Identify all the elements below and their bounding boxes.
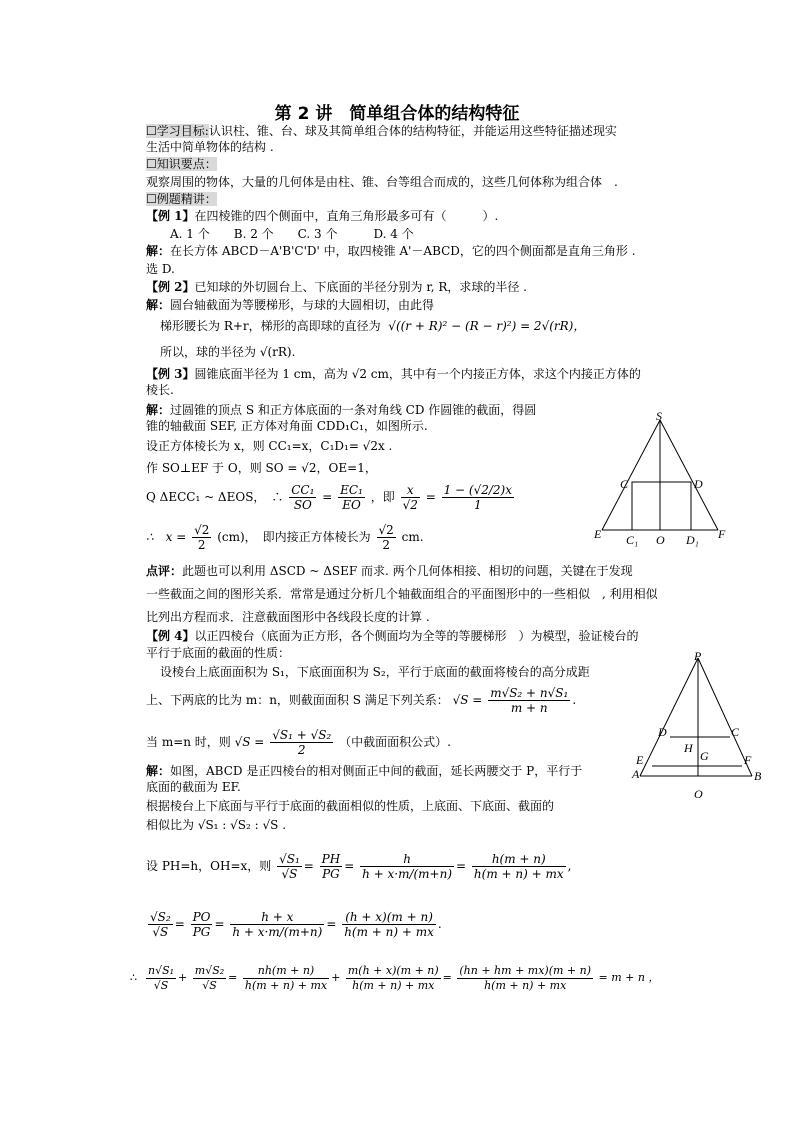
example-3-edge: 设正方体棱长为 x，则 CC₁=x，C₁D₁= √2x . [146, 439, 393, 453]
label-d1: D₁ [686, 533, 699, 547]
example-1-options: A. 1 个 B. 2 个 C. 3 个 D. 4 个 [170, 227, 414, 241]
frustum-figure [630, 650, 770, 805]
example-1-answer: 选 D. [146, 262, 175, 276]
cone-edge-se [602, 420, 660, 530]
example-4-similarity: 根据棱台上下底面与平行于底面的截面相似的性质，上底面、下底面、截面的 [146, 799, 555, 813]
label-c: C [731, 725, 740, 739]
example-4-solution: 解：如图，ABCD 是正四棱台的相对侧面正中间的截面，延长两腰交于 P，平行于 [146, 764, 583, 778]
example-4-question-cont: 平行于底面的截面的性质： [146, 646, 291, 660]
example-1-solution: 解：在长方体 ABCD－A'B'C'D' 中，取四棱锥 A'－ABCD，它的四个侧面都是直角三角形 . [146, 244, 636, 258]
example-4-section-ef: 底面的截面为 EF. [146, 780, 241, 794]
example-4-ratio: 相似比为 √S₁ : √S₂ : √S . [146, 818, 287, 832]
example-3-height: 作 SO⊥EF 于 O，则 SO = √2，OE=1， [146, 461, 377, 475]
label-o: O [656, 533, 665, 547]
label-e: E [594, 527, 602, 541]
learning-goal-line [146, 123, 617, 139]
label-f: F [718, 527, 726, 541]
label-b: B [754, 769, 762, 783]
learning-goal-label: ☐学习目标: [146, 124, 209, 138]
cone-edge-sf [660, 420, 718, 530]
label-c1: C₁ [626, 533, 639, 547]
example-3-similarity: Q ΔECC₁ ~ ΔEOS， ∴ $\frac{\text{CC₁}}{SO}$ = $\frac{\text{EC₁}}{EO}$ ，即 $\frac{x}{√2}$ = $\frac{1 - (√2/2)x}{1}$ [146, 483, 513, 512]
label-h: H [684, 741, 693, 755]
example-2-radius: 所以，球的半径为 √(rR). [160, 345, 296, 359]
label-s: S [656, 410, 662, 423]
label-p: P [694, 650, 702, 663]
example-4-equation-1: 设 PH=h，OH=x，则 $\frac{\text{√S₁}}{√S}$ = $\frac{PH}{PG}$ = $\frac{h}{h + x\cdot m/(m+n)}$ = $\frac{h(m + n)}{h(m + n) + mx}$ , [146, 852, 572, 881]
example-3-solution: 解：过圆锥的顶点 S 和正方体底面的一条对角线 CD 作圆锥的截面，得圆 [146, 403, 537, 417]
label-d: D [658, 725, 667, 739]
knowledge-text: 观察周围的物体，大量的几何体是由柱、锥、台等组合而成的，这些几何体称为组合体 . [146, 175, 618, 189]
example-3-section: 锥的轴截面 SEF, 正方体对角面 CDD₁C₁，如图所示. [146, 419, 428, 433]
frustum-edge-pa [640, 658, 698, 776]
page-title: 第 2 讲 简单组合体的结构特征 [274, 104, 520, 124]
label-g: G [700, 749, 709, 763]
label-c: C [620, 477, 629, 491]
example-3-question: 【例 3】圆锥底面半径为 1 cm，高为 √2 cm，其中有一个内接正方体，求这个内接正方体的 [146, 367, 641, 381]
learning-goal-text-cont: 生活中简单物体的结构 . [146, 140, 274, 154]
label-e: E [636, 753, 644, 767]
label-d: D [694, 477, 703, 491]
cube-section-rect [632, 482, 691, 530]
example-2-solution: 解：圆台轴截面为等腰梯形，与球的大圆相切，由此得 [146, 298, 435, 312]
cone-cube-figure [590, 410, 740, 550]
example-2-leg-length: 梯形腰长为 R+r，梯形的高即球的直径为 √((r + R)² − (R − r)²) = 2√(rR)， [160, 319, 586, 333]
example-3-question-cont: 棱长. [146, 383, 174, 397]
example-4-midsection: 当 m=n 时，则 √S = $\frac{\text{√S₁ + √S₂}}{2}$ （中截面面积公式）. [146, 728, 451, 757]
examples-label: ☐例题精讲： [146, 192, 217, 206]
example-3-result: ∴ x = $\frac{√2}{2}$ (cm)， 即内接正方体棱长为 $\frac{√2}{2}$ cm. [146, 523, 424, 552]
label-f: F [744, 753, 752, 767]
example-3-note-cont1: 一些截面之间的图形关系．常常是通过分析几个轴截面组合的平面图形中的一些相似 , 利用相似 [146, 587, 658, 601]
label-a: A [632, 767, 640, 781]
learning-goal-text: 认识柱、锥、台、球及其简单组合体的结构特征，并能运用这些特征描述现实 [208, 124, 617, 138]
example-3-note-cont2: 比列出方程而求．注意截面图形中各线段长度的计算 . [146, 610, 430, 624]
example-4-relation: 上、下两底的比为 m：n，则截面面积 S 满足下列关系： √S = $\frac{\text{m√S₂ + n√S₁}}{m + n}$ . [146, 686, 577, 715]
example-1-question: 【例 1】在四棱锥的四个侧面中，直角三角形最多可有（ ）. [146, 209, 499, 223]
example-3-note: 点评：此题也可以利用 ΔSCD ~ ΔSEF 而求. 两个几何体相接、相切的问题，关键在于发现 [146, 564, 633, 578]
label-o: O [694, 787, 703, 801]
knowledge-label: ☐知识要点： [146, 157, 217, 171]
example-4-equation-3: ∴ $\frac{\text{n√S₁}}{√S}$ + $\frac{\text{m√S₂}}{√S}$ = $\frac{nh(m + n)}{h(m + n) + mx}$ + $\frac{m(h + x)(m + n)}{h(m + n) + mx}$ = $\frac{(hn + hm + mx)(m + n)}{h(m + n) + mx}$ = m + n ， [130, 963, 660, 992]
example-2-question: 【例 2】已知球的外切圆台上、下底面的半径分别为 r, R，求球的半径 . [146, 280, 528, 294]
example-4-equation-2: $\frac{\text{√S₂}}{√S}$ = $\frac{PO}{PG}$ = $\frac{h + x}{h + x\cdot m/(m+n)}$ = $\frac{(h + x)(m + n)}{h(m + n) + mx}$ . [150, 910, 442, 939]
example-4-setup: 设棱台上底面面积为 S₁，下底面面积为 S₂，平行于底面的截面将棱台的高分成距 [160, 665, 590, 679]
example-4-question: 【例 4】以正四棱台（底面为正方形，各个侧面均为全等的等腰梯形 ）为模型，验证棱台的 [146, 629, 639, 643]
